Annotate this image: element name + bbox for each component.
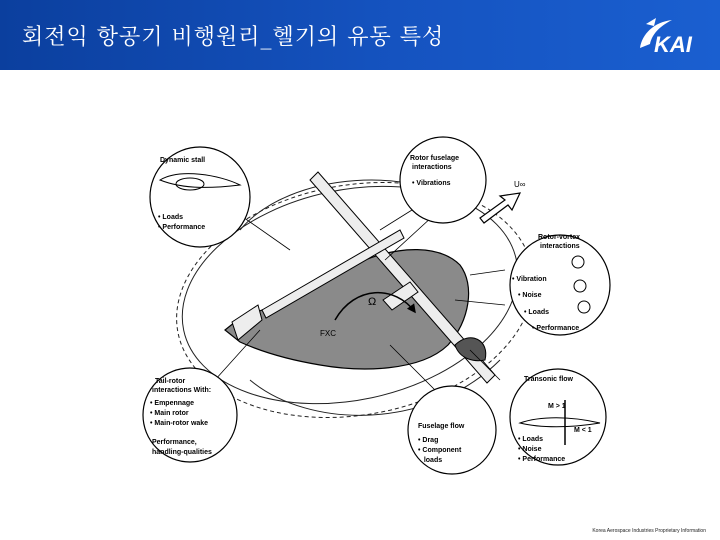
vortex-mark-3 xyxy=(578,301,590,313)
logo-text: KAI xyxy=(654,32,692,57)
transonic-m-greater: M > 1 xyxy=(548,403,566,410)
fuselage-flow-item-2: • Component xyxy=(418,447,462,454)
rotor-vortex-item-3: • Loads xyxy=(524,309,550,316)
transonic-blade-section xyxy=(455,338,486,361)
dynamic-stall-item-1: • Loads xyxy=(158,214,184,221)
fuselage-flow-item-3: loads xyxy=(418,457,443,464)
rotor-fuselage-title-1: Rotor fuselage xyxy=(410,155,460,162)
rotor-vortex-circle xyxy=(510,235,610,335)
rotor-vortex-title-1: Rotor-vortex xyxy=(538,234,581,241)
rotor-vortex-title-2: interactions xyxy=(540,243,580,250)
transonic-title: Transonic flow xyxy=(524,376,574,383)
fxc-label: FXC xyxy=(320,329,336,338)
tail-rotor-item-1: • Empennage xyxy=(150,400,195,407)
rotor-vortex-item-1: • Vibration xyxy=(512,276,547,283)
freestream-arrow xyxy=(480,193,520,223)
fuselage-flow-item-1: • Drag xyxy=(418,437,439,444)
vortex-mark-2 xyxy=(574,280,586,292)
tail-rotor-item-2: • Main rotor xyxy=(150,410,189,417)
transonic-item-1: • Loads xyxy=(518,436,544,443)
rotor-vortex-item-2: • Noise xyxy=(518,292,542,299)
freestream-label: U∞ xyxy=(514,180,526,189)
rotor-fuselage-item-1: • Vibrations xyxy=(412,180,451,187)
transonic-item-2: • Noise xyxy=(518,446,542,453)
dynamic-stall-item-2: • Performance xyxy=(158,224,206,231)
page-title: 회전익 항공기 비행원리_헬기의 유동 특성 xyxy=(22,25,445,50)
footer-text: Korea Aerospace Industries Proprietary Information xyxy=(592,528,706,534)
vortex-mark-1 xyxy=(572,256,584,268)
tail-rotor-title-2: interactions With: xyxy=(152,387,212,394)
tail-rotor-title-1: Tail-rotor xyxy=(155,378,186,385)
dynamic-stall-title: Dynamic stall xyxy=(160,157,206,164)
omega-label: Ω xyxy=(368,296,377,308)
transonic-item-3: • Performance xyxy=(518,456,566,463)
tail-rotor-extra-2: handling-qualities xyxy=(152,449,212,456)
fuselage-flow-title: Fuselage flow xyxy=(418,423,465,430)
rotor-vortex-item-4: • Performance xyxy=(532,325,580,332)
tail-rotor-item-3: • Main-rotor wake xyxy=(150,420,209,427)
rotor-fuselage-title-2: interactions xyxy=(412,164,452,171)
transonic-m-less: M < 1 xyxy=(574,427,592,434)
tail-rotor-extra-1: Performance, xyxy=(152,439,197,446)
